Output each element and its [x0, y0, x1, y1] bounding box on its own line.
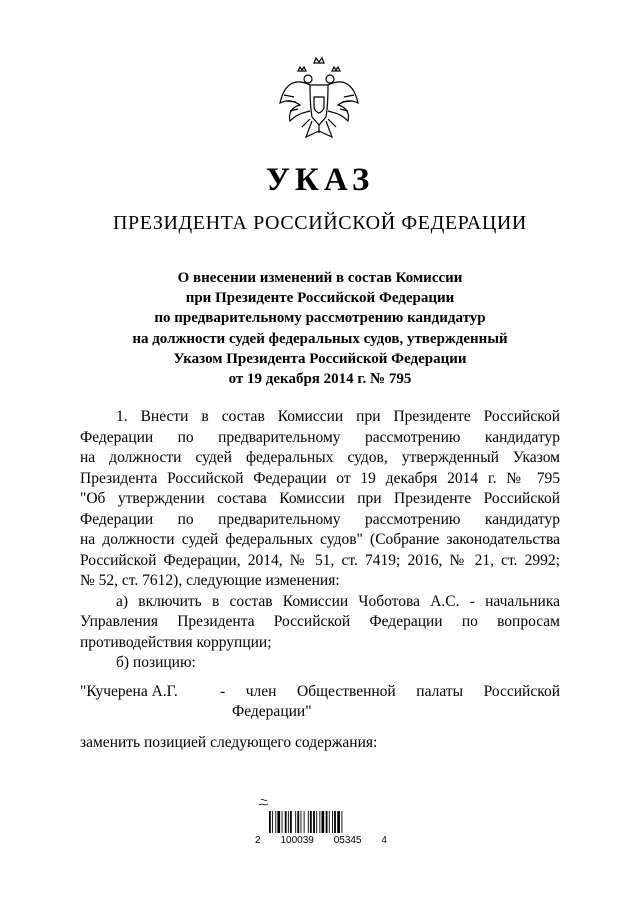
- barcode-digit-left: 2: [255, 835, 261, 846]
- item-b-line: б) позицию:: [116, 654, 196, 671]
- body-line: на должности судей федеральных судов" (Собрание законодательства: [80, 531, 560, 548]
- body-line: "Об утверждении состава Комиссии при Президенте Российской: [80, 490, 560, 507]
- item-a-line: а) включить в состав Комиссии Чоботова А.С. - начальника: [116, 592, 560, 610]
- body-line: № 52, ст. 7612), следующие изменения:: [80, 572, 340, 589]
- heading-line: Указом Президента Российской Федерации: [173, 350, 467, 367]
- barcode-image: [257, 797, 383, 859]
- body-line: Российской Федерации, 2014, № 51, ст. 7419; 2016, № 21, ст. 2992;: [80, 551, 560, 569]
- heading-line: от 19 декабря 2014 г. № 795: [228, 371, 412, 388]
- barcode-digits-group1: 100039: [280, 835, 314, 846]
- body-line: Федерации по предварительному рассмотрению кандидатур: [80, 428, 560, 446]
- position-desc-line: - член Общественной палаты Российской: [220, 682, 560, 700]
- decree-heading: [80, 268, 560, 389]
- body-line: Президента Российской Федерации от 19 декабря 2014 г. № 795: [80, 469, 560, 487]
- barcode-digits-group2: 05345: [333, 835, 362, 846]
- barcode-digit-right: 4: [381, 835, 387, 846]
- document-subtitle: ПРЕЗИДЕНТА РОССИЙСКОЙ ФЕДЕРАЦИИ: [113, 212, 527, 234]
- heading-line: на должности судей федеральных судов, утвержденный: [132, 330, 508, 347]
- barcode-number: [255, 835, 387, 846]
- heading-line: по предварительному рассмотрению кандидатур: [154, 310, 486, 327]
- body-line: на должности судей федеральных судов, утвержденный Указом: [80, 449, 560, 466]
- item-a-line: Управления Президента Российской Федерации по вопросам: [80, 613, 560, 630]
- coat-of-arms-emblem: [276, 55, 362, 145]
- item-a-line: противодействия коррупции;: [80, 633, 272, 651]
- position-description: [220, 682, 560, 723]
- heading-line: при Президенте Российской Федерации: [185, 290, 455, 307]
- body-line: Федерации по предварительному рассмотрению кандидатур: [80, 510, 560, 528]
- position-entry: [80, 682, 560, 723]
- decree-body: [80, 407, 560, 723]
- replace-instruction: заменить позицией следующего содержания:: [80, 734, 378, 751]
- position-name: "Кучерена А.Г.: [80, 682, 178, 700]
- heading-line: О внесении изменений в состав Комиссии: [177, 270, 463, 286]
- document-title: УКАЗ: [265, 162, 375, 198]
- body-line: 1. Внести в состав Комиссии при Президенте Российской: [116, 408, 560, 425]
- position-desc-line: Федерации": [232, 703, 312, 720]
